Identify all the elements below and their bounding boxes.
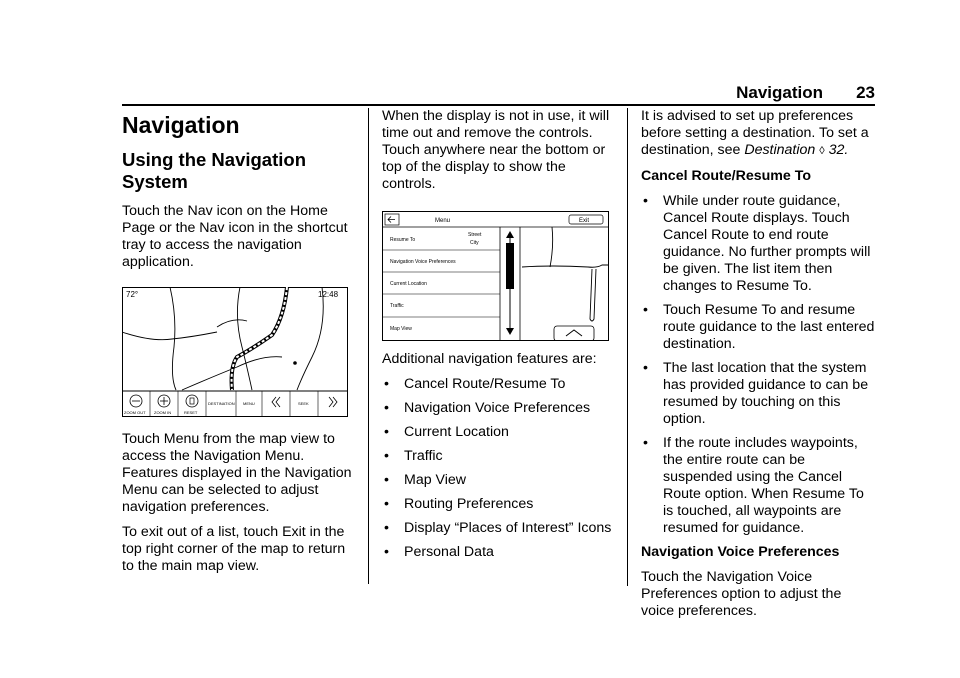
map-screen-figure [122,287,354,417]
list-item-text: Current Location [404,424,509,440]
page-number: 23 [856,83,875,102]
column-divider [368,108,369,584]
seek-button[interactable]: SEEK [298,401,309,406]
menu-title: Menu [435,218,451,224]
bullet-icon: • [384,496,389,512]
destination-button[interactable]: DESTINATION [208,401,235,406]
paragraph: Touch the Navigation Voice Preferences option to adjust the voice preferences. [641,569,842,619]
list-item-text: While under route guidance, Cancel Route displays. Touch Cancel Route to end route guidance. No further prompts will be given. The list item then changes to Resume To. [663,193,871,294]
menu-button[interactable]: MENU [243,401,255,406]
header-rule [122,104,875,106]
map-temperature: 72° [126,290,139,299]
bullet-icon: • [384,424,389,440]
reset-label: RESET [184,410,198,415]
menu-item-traffic[interactable]: Traffic [390,303,404,309]
list-item [382,424,618,441]
list-item [641,302,877,353]
list-item-text: The last location that the system has provided guidance to can be resumed by touching on this option. [663,360,869,427]
list-item-text: Display “Places of Interest” Icons [404,520,612,536]
page-reference[interactable]: 32. [824,142,849,158]
subsection-title-line1: Using the Navigation [122,149,306,170]
list-item [382,496,618,513]
list-item [641,193,877,295]
bullet-icon: • [643,193,648,209]
paragraph: When the display is not in use, it will time out and remove the controls. Touch anywhere near the bottom or top of the display to show the controls. [382,108,610,192]
page-header [122,81,875,105]
bullet-icon: • [384,544,389,560]
list-item [382,448,618,465]
header-title: Navigation [736,83,823,102]
list-item-text: If the route includes waypoints, the entire route can be suspended using the Cancel Route option. When Resume To is touched, all waypoints are resumed for guidance. [663,435,864,536]
zoom-in-label: ZOOM IN [154,410,172,415]
paragraph: Touch Menu from the map view to access the Navigation Menu. Features displayed in the Navigation Menu can be selected to adjust navigation preferences. [122,431,352,515]
list-item-text: Cancel Route/Resume To [404,376,566,392]
list-item [641,360,877,428]
menu-item-voice-preferences[interactable]: Navigation Voice Preferences [390,259,456,265]
bullet-icon: • [384,376,389,392]
zoom-out-label: ZOOM OUT [124,410,146,415]
map-screen [122,287,348,417]
menu-item-map-view[interactable]: Map View [390,326,412,332]
menu-item-resume-to[interactable]: Resume To [390,237,416,243]
column-divider [627,108,628,586]
features-intro: Additional navigation features are: [382,351,597,367]
bullet-icon: • [384,400,389,416]
menu-city-label: City [470,240,479,246]
list-item [641,435,877,537]
cancel-route-heading: Cancel Route/Resume To [641,168,812,184]
exit-label: Exit [579,218,590,224]
section-title: Navigation [122,112,240,138]
list-item-text: Navigation Voice Preferences [404,400,591,416]
bullet-icon: • [643,435,648,451]
voice-preferences-heading: Navigation Voice Preferences [641,544,840,560]
features-list [382,376,618,561]
bullet-icon: • [384,520,389,536]
paragraph [641,108,877,160]
list-item-text: Touch Resume To and resume route guidance to the last entered destination. [663,302,875,352]
list-item [382,520,618,537]
paragraph: Touch the Nav icon on the Home Page or the Nav icon in the shortcut tray to access the navigation application. [122,203,348,270]
subsection-title-line2: System [122,171,188,192]
subsection-title [122,149,354,193]
menu-screen-figure [382,211,618,341]
column-1 [122,108,354,583]
paragraph-text: It is advised to set up preferences before setting a destination. To set a destination, see [641,108,869,158]
menu-screen [382,211,609,341]
destination-link[interactable]: Destination [744,142,816,158]
list-item [382,400,618,417]
column-2 [382,108,618,568]
bullet-icon: • [384,472,389,488]
bullet-icon: • [384,448,389,464]
list-item-text: Personal Data [404,544,494,560]
cancel-route-list [641,193,877,537]
paragraph: To exit out of a list, touch Exit in the top right corner of the map to return to the main map view. [122,524,346,574]
map-time: 12:48 [318,290,339,299]
list-item-text: Map View [404,472,467,488]
list-item-text: Routing Preferences [404,496,534,512]
menu-street-label: Street [468,232,482,238]
column-3 [641,108,877,628]
menu-item-current-location[interactable]: Current Location [390,281,427,287]
list-item [382,376,618,393]
bullet-icon: • [643,360,648,376]
bullet-icon: • [643,302,648,318]
list-item-text: Traffic [404,448,443,464]
list-item [382,544,618,561]
list-item [382,472,618,489]
page-reference-icon: ◊ [819,145,825,157]
